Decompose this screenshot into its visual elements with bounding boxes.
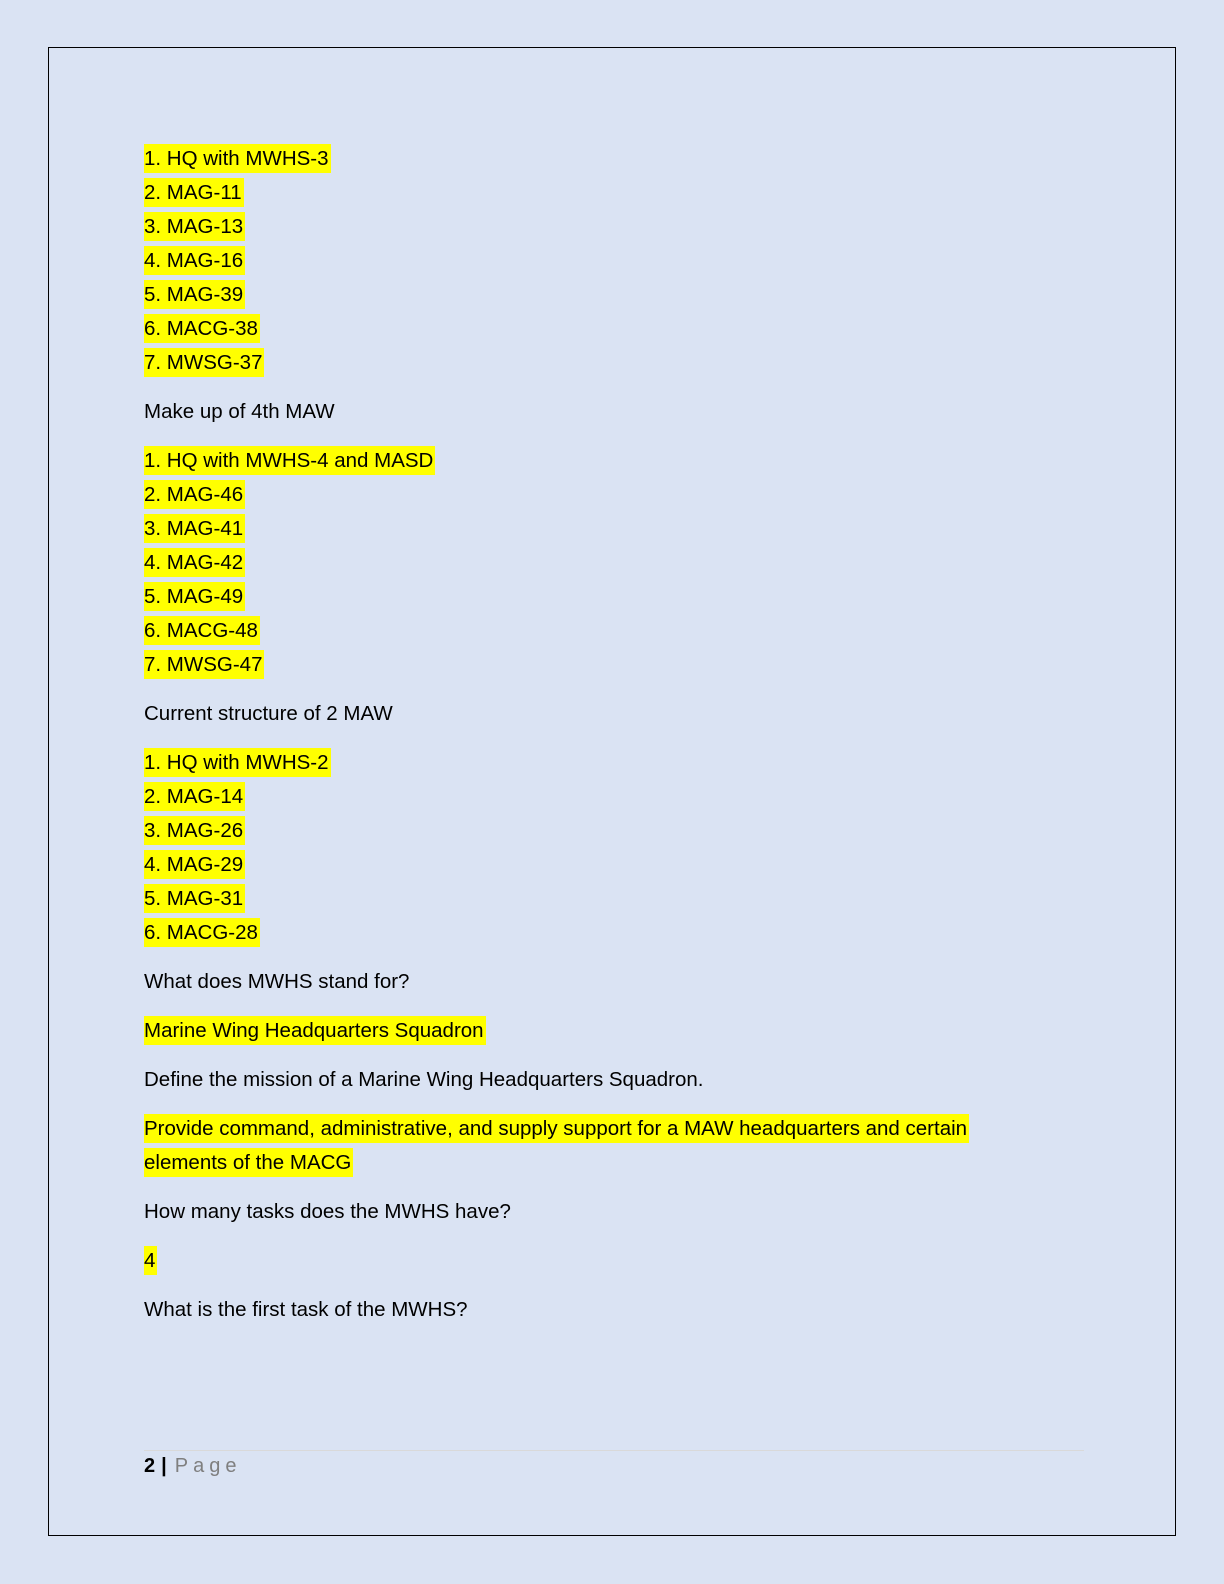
document-body [144,142,1064,1342]
list-item [144,882,1064,916]
list-item [144,546,1064,580]
answer-mission-wrap [144,1112,1044,1180]
list-item [144,278,1064,312]
list-item [144,746,1064,780]
page-number: 2 [144,1455,156,1477]
question-4th-maw: Make up of 4th MAW [144,400,335,423]
question-mission: Define the mission of a Marine Wing Headquarters Squadron. [144,1068,704,1091]
list-item [144,478,1064,512]
list-item [144,346,1064,380]
answer-tasks-count: 4 [144,1246,157,1275]
answer-mission: Provide command, administrative, and supply support for a MAW headquarters and certain elements of the MACG [144,1114,969,1177]
highlighted-text: 3. MAG-13 [144,212,245,241]
list-item [144,312,1064,346]
highlighted-text: 5. MAG-39 [144,280,245,309]
list-item [144,176,1064,210]
list-item [144,142,1064,176]
highlighted-text: 2. MAG-11 [144,178,244,207]
highlighted-text: 2. MAG-46 [144,480,245,509]
list-item [144,580,1064,614]
highlighted-text: 4. MAG-16 [144,246,245,275]
answer-tasks-count-wrap [144,1244,1064,1278]
question-2-maw: Current structure of 2 MAW [144,702,393,725]
highlighted-text: 7. MWSG-37 [144,348,264,377]
footer-separator: | [161,1455,167,1477]
answer-mwhs-meaning: Marine Wing Headquarters Squadron [144,1016,486,1045]
highlighted-text: 5. MAG-31 [144,884,245,913]
list-item [144,614,1064,648]
highlighted-text: 1. HQ with MWHS-4 and MASD [144,446,435,475]
highlighted-text: 4. MAG-42 [144,548,245,577]
list-item [144,814,1064,848]
highlighted-text: 7. MWSG-47 [144,650,264,679]
list-2-maw [144,746,1064,950]
page-label: Page [174,1455,242,1477]
question-mwhs-meaning: What does MWHS stand for? [144,970,410,993]
highlighted-text: 6. MACG-38 [144,314,260,343]
page-footer [144,1454,241,1478]
highlighted-text: 1. HQ with MWHS-2 [144,748,331,777]
highlighted-text: 3. MAG-41 [144,514,245,543]
list-item [144,244,1064,278]
highlighted-text: 4. MAG-29 [144,850,245,879]
list-item [144,444,1064,478]
list-item [144,780,1064,814]
question-first-task: What is the first task of the MWHS? [144,1298,468,1321]
highlighted-text: 6. MACG-48 [144,616,260,645]
highlighted-text: 5. MAG-49 [144,582,245,611]
list-item [144,210,1064,244]
footer-divider [144,1450,1084,1451]
highlighted-text: 3. MAG-26 [144,816,245,845]
list-item [144,648,1064,682]
question-tasks-count: How many tasks does the MWHS have? [144,1200,511,1223]
highlighted-text: 2. MAG-14 [144,782,245,811]
list-item [144,512,1064,546]
list-3rd-maw [144,142,1064,380]
answer-mwhs-meaning-wrap [144,1014,1064,1048]
list-4th-maw [144,444,1064,682]
highlighted-text: 6. MACG-28 [144,918,260,947]
highlighted-text: 1. HQ with MWHS-3 [144,144,331,173]
list-item [144,848,1064,882]
list-item [144,916,1064,950]
